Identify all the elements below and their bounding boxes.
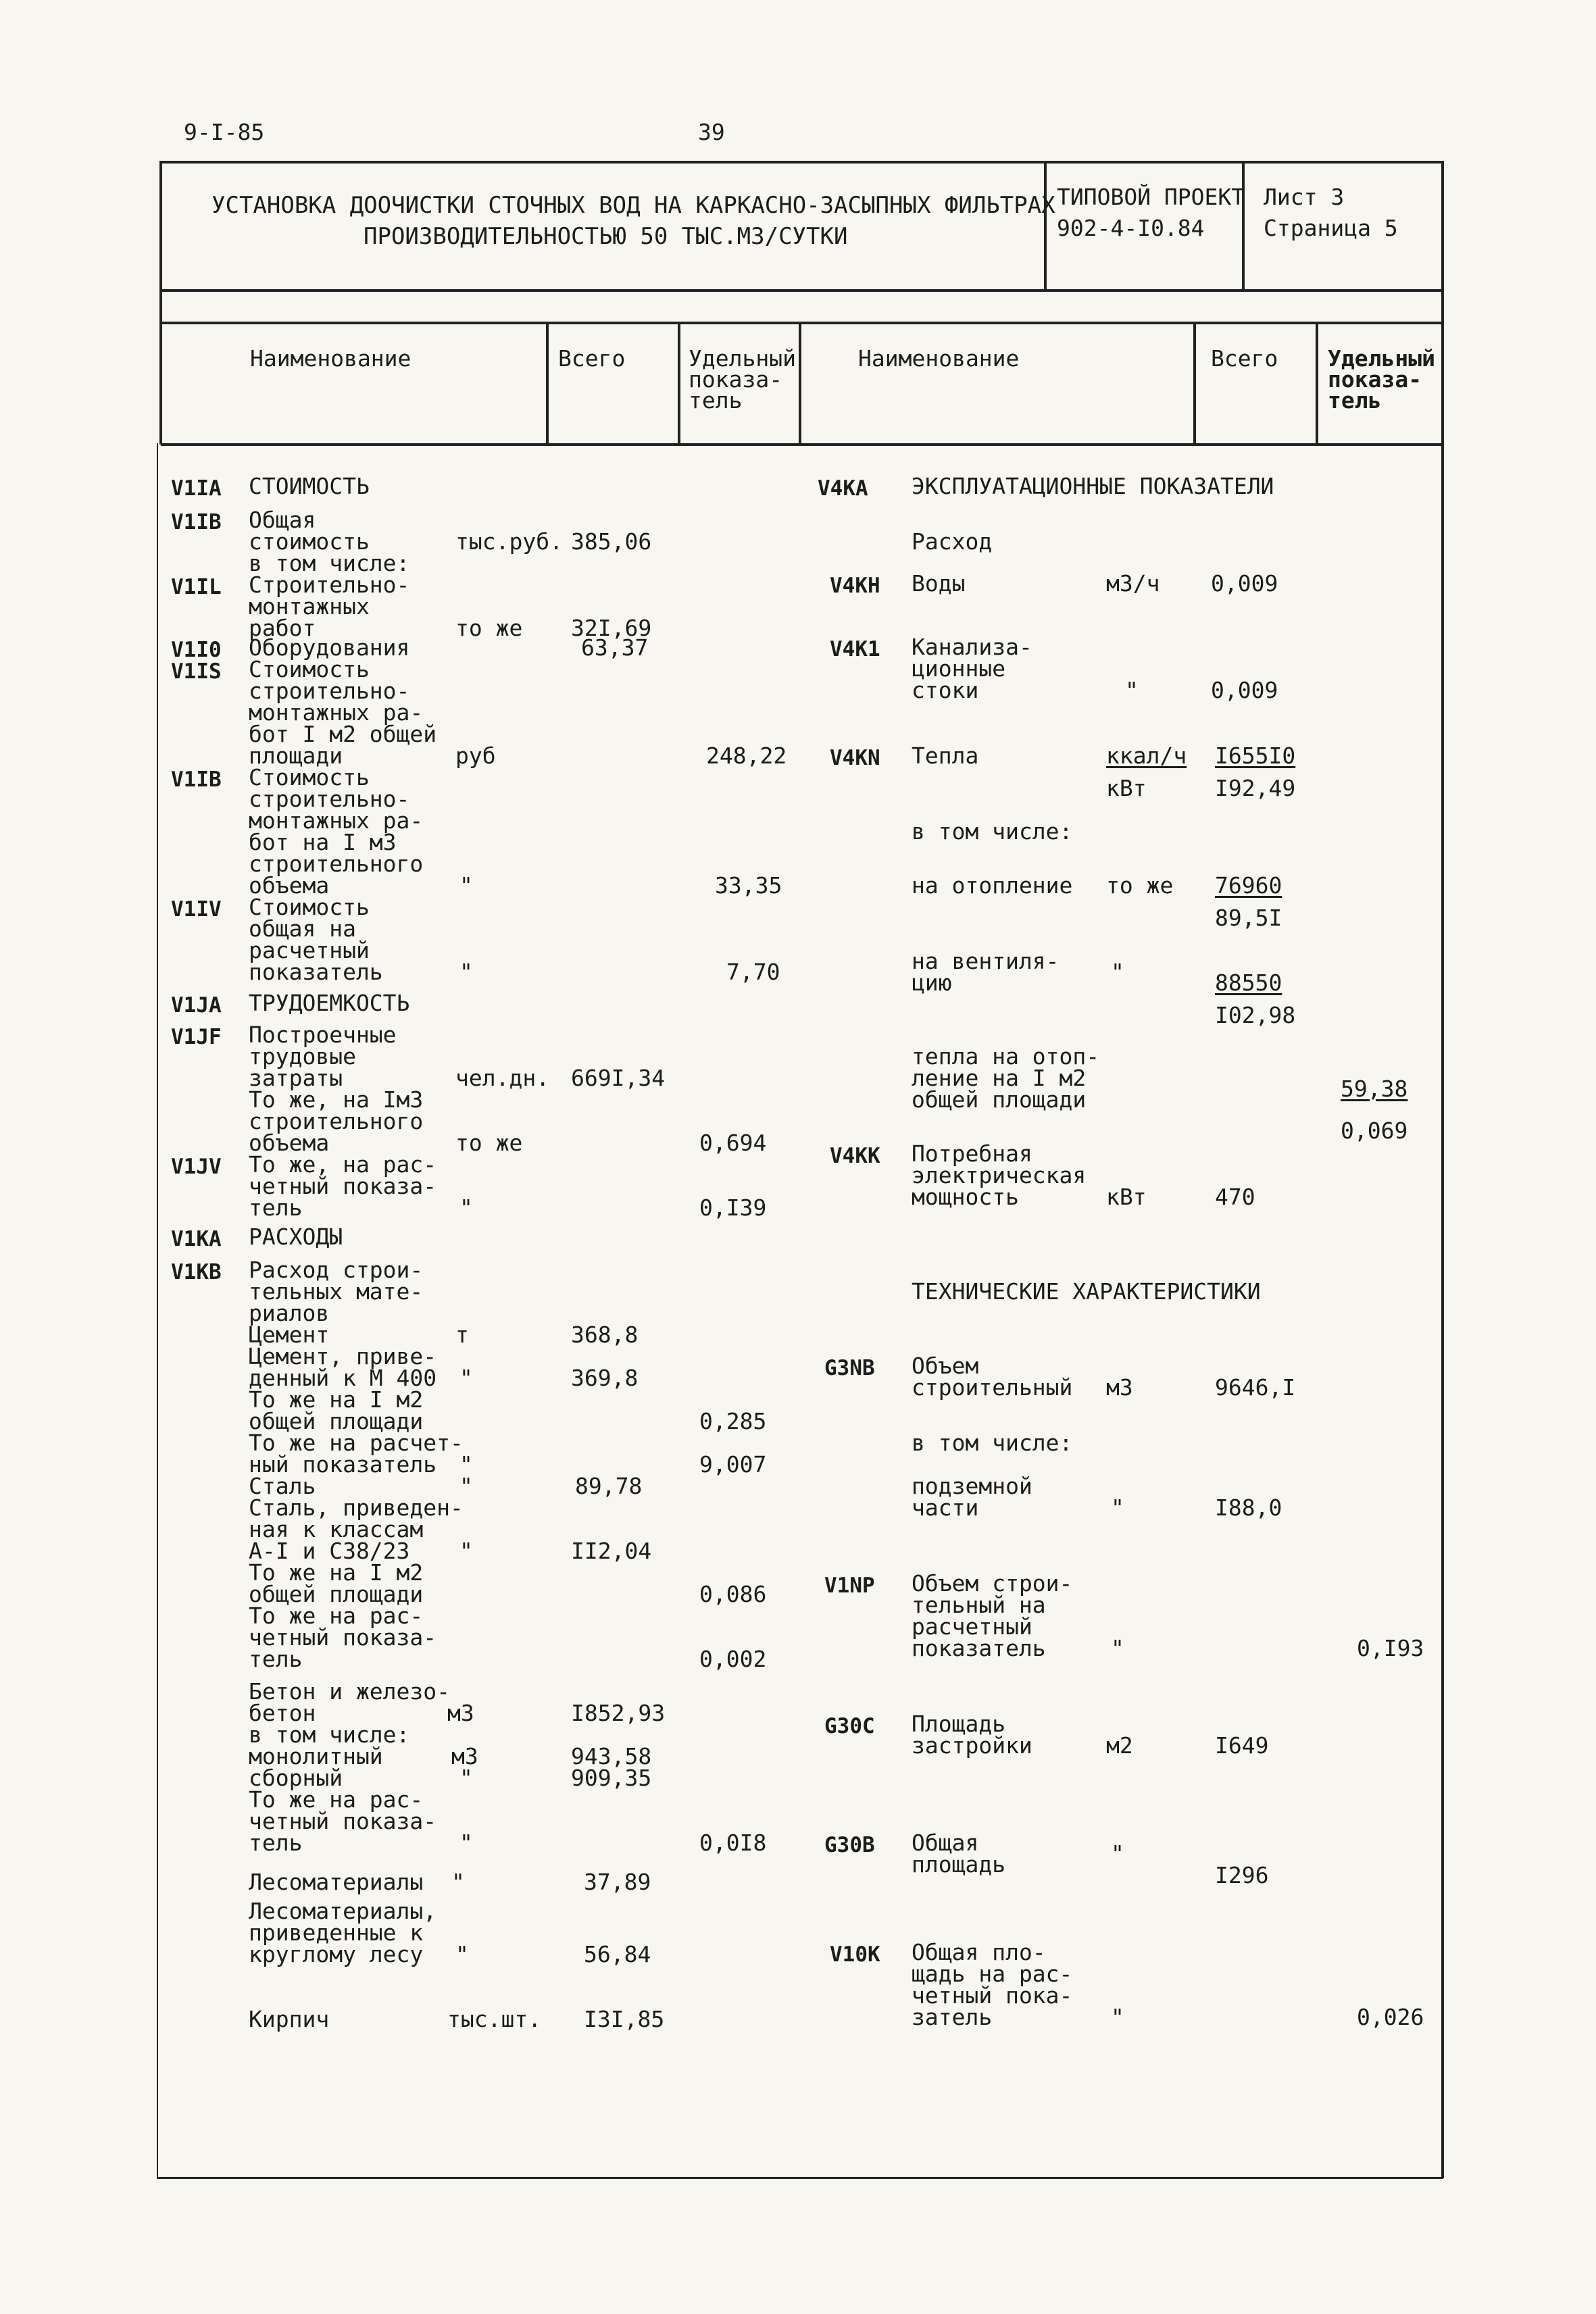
project-number: 902-4-I0.84 <box>1057 215 1205 241</box>
concrete-calc-3: тель <box>249 1830 303 1856</box>
heating-value-kw: 89,5I <box>1215 905 1282 931</box>
water-unit: м3/ч <box>1106 570 1160 597</box>
monolithic: монолитный <box>249 1743 383 1769</box>
brick-unit: тыс.шт. <box>447 2006 542 2032</box>
total-cost-1: Общая <box>249 507 316 533</box>
concrete-calc-1: То же на рас- <box>249 1786 424 1813</box>
construction-1: Строительно- <box>249 572 410 598</box>
precast: сборный <box>249 1765 343 1791</box>
cost-m2-specific: 248,22 <box>706 743 787 769</box>
cement: Цемент <box>249 1322 330 1348</box>
sewage-2: ционные <box>912 655 1006 682</box>
code-v1is: V1IS <box>171 659 222 684</box>
cost-m2-5: площади <box>249 743 343 769</box>
labor-m3-2: строительного <box>249 1108 424 1134</box>
timber-round-value: 56,84 <box>584 1941 651 1967</box>
document-code: 9-I-85 <box>184 119 265 145</box>
underground-1: подземной <box>912 1473 1032 1499</box>
total-cost-incl: в том числе: <box>249 550 410 576</box>
page-label: Страница 5 <box>1264 215 1398 241</box>
equipment: Оборудования <box>249 634 410 661</box>
monolithic-value: 943,58 <box>571 1743 652 1769</box>
heat-m2-3: общей площади <box>912 1086 1087 1113</box>
power-unit: кВт <box>1106 1184 1147 1210</box>
cost-m2-1: Стоимость <box>249 656 370 682</box>
concrete-calc-specific: 0,0I8 <box>699 1830 767 1856</box>
concrete-value: I852,93 <box>571 1700 666 1726</box>
cost-m2-4: бот I м2 общей <box>249 721 437 747</box>
labor-calc-specific: 0,I39 <box>699 1194 767 1221</box>
code-v4k1: V4K1 <box>830 637 880 661</box>
brick: Кирпич <box>249 2006 330 2032</box>
cost-calc-4: показатель <box>249 959 383 985</box>
steel-class-3: А-I и С38/23 <box>249 1538 410 1564</box>
cost-calc-2: общая на <box>249 915 356 942</box>
frame-top <box>161 161 1443 164</box>
code-v1ib: V1IB <box>171 510 222 534</box>
sheet-label: Лист 3 <box>1264 184 1345 210</box>
cement-m2-1: То же на I м2 <box>249 1386 424 1413</box>
section-operational: ЭКСПЛУАТАЦИОННЫЕ ПОКАЗАТЕЛИ <box>912 473 1274 499</box>
cement-m400-1: Цемент, приве- <box>249 1343 437 1369</box>
ventilation-2: цию <box>912 970 952 996</box>
cost-m3-5: строительного <box>249 851 424 877</box>
materials-3: риалов <box>249 1300 330 1326</box>
labor-calc-3: тель <box>249 1194 303 1221</box>
volume-calc-1: Объем строи- <box>912 1570 1073 1596</box>
cement-calc-2: ный показатель <box>249 1451 437 1478</box>
total-area-value: I296 <box>1215 1862 1269 1888</box>
cement-m400-value: 369,8 <box>571 1365 639 1391</box>
ventilation-value-kcal: 88550 <box>1215 970 1282 996</box>
col-specific-left-2: показа- <box>689 366 783 393</box>
timber: Лесоматериалы <box>249 1869 424 1895</box>
volume-2: строительный <box>912 1374 1073 1401</box>
brick-value: I3I,85 <box>584 2006 665 2032</box>
col-divider-4 <box>1193 322 1196 445</box>
steel-calc-specific: 0,002 <box>699 1646 767 1672</box>
heat-m2-2: ление на I м2 <box>912 1065 1087 1091</box>
code-v1np: V1NP <box>824 1574 875 1598</box>
code-v4kn: V4KN <box>830 746 880 770</box>
labor-m3-1: То же, на Iм3 <box>249 1086 424 1113</box>
cost-m3-unit: " <box>459 872 473 899</box>
labor-unit: чел.дн. <box>455 1065 550 1091</box>
cost-calc-3: расчетный <box>249 937 370 963</box>
cement-calc-specific: 9,007 <box>699 1451 767 1478</box>
volume-1: Объем <box>912 1353 979 1379</box>
underground-unit: " <box>1111 1494 1124 1521</box>
heating-value-kcal: 76960 <box>1215 872 1282 899</box>
code-v4kk: V4KK <box>830 1144 880 1168</box>
cost-calc-unit: " <box>459 959 473 985</box>
labor-m3-unit: то же <box>455 1130 523 1156</box>
code-v4ka: V4KA <box>818 476 868 501</box>
heat-m2-1: тепла на отоп- <box>912 1043 1100 1070</box>
precast-value: 909,35 <box>571 1765 652 1791</box>
cost-m3-6: объема <box>249 872 330 899</box>
construction-3: работ <box>249 615 316 641</box>
materials-1: Расход строи- <box>249 1257 424 1283</box>
underground-2: части <box>912 1494 979 1521</box>
labor-calc-1: То же, на рас- <box>249 1151 437 1178</box>
sewage-value: 0,009 <box>1211 677 1278 703</box>
concrete-1: Бетон и железо- <box>249 1678 451 1705</box>
steel-m2-specific: 0,086 <box>699 1581 767 1607</box>
frame-band-bottom <box>161 322 1443 324</box>
col-specific-right-3: тель <box>1328 387 1382 413</box>
footprint-value: I649 <box>1215 1732 1269 1759</box>
area-calc-4: затель <box>912 2004 993 2030</box>
labor-1: Построечные <box>249 1022 397 1048</box>
cement-unit: т <box>455 1322 469 1348</box>
footprint-unit: м2 <box>1106 1732 1133 1759</box>
power-1: Потребная <box>912 1140 1032 1167</box>
cost-calc-1: Стоимость <box>249 894 370 920</box>
title-line-1: УСТАНОВКА ДООЧИСТКИ СТОЧНЫХ ВОД НА КАРКАСНО-ЗАСЫПНЫХ ФИЛЬТРАХ <box>211 192 1055 219</box>
cost-calc-specific: 7,70 <box>726 959 780 985</box>
steel-m2-1: То же на I м2 <box>249 1559 424 1586</box>
water: Воды <box>912 570 966 597</box>
timber-round-1: Лесоматериалы, <box>249 1898 437 1924</box>
total-cost-value: 385,06 <box>571 528 652 555</box>
col-name-left: Наименование <box>250 345 412 372</box>
total-cost-2: стоимость <box>249 528 370 555</box>
sewage-1: Канализа- <box>912 634 1032 660</box>
cement-calc-unit: " <box>459 1451 473 1478</box>
steel-calc-2: четный показа- <box>249 1624 437 1651</box>
total-cost-unit: тыс.руб. <box>455 528 563 555</box>
steel-class-2: ная к классам <box>249 1516 424 1542</box>
area-calc-unit: " <box>1111 2004 1124 2030</box>
section-expenses: РАСХОДЫ <box>249 1224 343 1250</box>
cost-m3-4: бот на I м3 <box>249 829 397 855</box>
consumption: Расход <box>912 528 993 555</box>
col-specific-left-3: тель <box>689 387 743 413</box>
ventilation-unit: " <box>1111 959 1124 985</box>
cement-m2-2: общей площади <box>249 1408 424 1434</box>
ventilation-1: на вентиля- <box>912 948 1059 974</box>
concrete-calc-2: четный показа- <box>249 1808 437 1834</box>
col-specific-right-1: Удельный <box>1328 345 1435 372</box>
footprint-2: застройки <box>912 1732 1032 1759</box>
cost-m3-1: Стоимость <box>249 764 370 790</box>
labor-value: 669I,34 <box>571 1065 666 1091</box>
heat-m2-specific-2: 0,069 <box>1341 1117 1408 1144</box>
section-cost: СТОИМОСТЬ <box>249 473 370 499</box>
code-v1jf: V1JF <box>171 1025 222 1049</box>
cost-m3-2: строительно- <box>249 786 410 812</box>
header-divider-2 <box>1242 161 1245 291</box>
labor-3: затраты <box>249 1065 343 1091</box>
sewage-unit: " <box>1125 677 1139 703</box>
code-v1iv: V1IV <box>171 897 222 922</box>
heat-incl: в том числе: <box>912 818 1073 845</box>
volume-incl: в том числе: <box>912 1430 1073 1456</box>
labor-calc-2: четный показа- <box>249 1173 437 1199</box>
concrete-incl: в том числе: <box>249 1721 410 1748</box>
code-g3nb: G3NB <box>824 1356 875 1380</box>
labor-2: трудовые <box>249 1043 356 1070</box>
section-technical: ТЕХНИЧЕСКИЕ ХАРАКТЕРИСТИКИ <box>912 1278 1261 1305</box>
frame-bottom <box>157 2177 1443 2179</box>
steel-m2-2: общей площади <box>249 1581 424 1607</box>
power-value: 470 <box>1215 1184 1255 1210</box>
construction-unit: то же <box>455 615 523 641</box>
area-calc-3: четный пока- <box>912 1982 1073 2009</box>
footprint-1: Площадь <box>912 1711 1006 1737</box>
timber-unit: " <box>451 1869 465 1895</box>
labor-m3-specific: 0,694 <box>699 1130 767 1156</box>
total-area-2: площадь <box>912 1851 1006 1878</box>
timber-value: 37,89 <box>584 1869 651 1895</box>
page-number: 39 <box>698 119 725 145</box>
col-divider-1 <box>546 322 549 445</box>
concrete-calc-unit: " <box>459 1830 473 1856</box>
col-divider-2 <box>678 322 680 445</box>
total-area-unit: " <box>1111 1840 1124 1867</box>
timber-round-2: приведенные к <box>249 1919 424 1946</box>
sewage-3: стоки <box>912 677 979 703</box>
heat-value-kcal: I655I0 <box>1215 743 1296 769</box>
construction-value: 32I,69 <box>571 615 652 641</box>
monolithic-unit: м3 <box>451 1743 478 1769</box>
frame-right <box>1441 161 1444 2178</box>
area-calc-specific: 0,026 <box>1357 2004 1424 2030</box>
timber-round-unit: " <box>455 1941 469 1967</box>
steel-class-value: II2,04 <box>571 1538 652 1564</box>
labor-calc-unit: " <box>459 1194 473 1221</box>
area-calc-2: щадь на рас- <box>912 1961 1073 1987</box>
code-g30b: G30B <box>824 1833 875 1857</box>
cement-m400-unit: " <box>459 1365 473 1391</box>
cement-calc-1: То же на расчет- <box>249 1430 464 1456</box>
timber-round-3: круглому лесу <box>249 1941 424 1967</box>
heating-unit: то же <box>1106 872 1174 899</box>
cement-m400-2: денный к М 400 <box>249 1365 437 1391</box>
frame-left <box>159 161 162 445</box>
heat-unit-kcal: ккал/ч <box>1106 743 1187 769</box>
equipment-value: 63,37 <box>581 634 649 661</box>
frame-left-lower <box>157 443 158 2178</box>
volume-calc-2: тельный на <box>912 1592 1046 1618</box>
title-line-2: ПРОИЗВОДИТЕЛЬНОСТЬЮ 50 ТЫС.М3/СУТКИ <box>364 223 848 250</box>
code-v1ib-2: V1IB <box>171 768 222 792</box>
volume-calc-3: расчетный <box>912 1613 1032 1640</box>
frame-header-bottom <box>161 289 1443 292</box>
code-v1jv: V1JV <box>171 1155 222 1179</box>
code-v1kb: V1KB <box>171 1260 222 1284</box>
col-specific-left-1: Удельный <box>689 345 796 372</box>
code-v1ka: V1KA <box>171 1227 222 1251</box>
steel-value: 89,78 <box>575 1473 643 1499</box>
water-value: 0,009 <box>1211 570 1278 597</box>
steel: Сталь <box>249 1473 316 1499</box>
header-divider-1 <box>1044 161 1047 291</box>
heat: Тепла <box>912 743 979 769</box>
code-v1ja: V1JA <box>171 993 222 1017</box>
section-labor: ТРУДОЕМКОСТЬ <box>249 990 410 1016</box>
cost-m3-specific: 33,35 <box>715 872 782 899</box>
col-total-right: Всего <box>1211 345 1278 372</box>
cost-m3-3: монтажных ра- <box>249 807 424 834</box>
area-calc-1: Общая пло- <box>912 1939 1046 1965</box>
steel-unit: " <box>459 1473 473 1499</box>
cost-m2-3: монтажных ра- <box>249 699 424 726</box>
volume-calc-specific: 0,I93 <box>1357 1635 1424 1661</box>
code-v4kh: V4KH <box>830 574 880 598</box>
col-divider-5 <box>1316 322 1318 445</box>
cement-value: 368,8 <box>571 1322 639 1348</box>
cost-m2-unit: руб <box>455 743 496 769</box>
project-label: ТИПОВОЙ ПРОЕКТ <box>1057 184 1245 210</box>
steel-class-1: Сталь, приведен- <box>249 1494 464 1521</box>
concrete-unit: м3 <box>447 1700 474 1726</box>
ventilation-value-kw: I02,98 <box>1215 1002 1296 1028</box>
cement-m2-specific: 0,285 <box>699 1408 767 1434</box>
col-total-left: Всего <box>558 345 626 372</box>
code-v10k: V10K <box>830 1942 880 1967</box>
volume-unit: м3 <box>1106 1374 1133 1401</box>
materials-2: тельных мате- <box>249 1278 424 1305</box>
labor-m3-3: объема <box>249 1130 330 1156</box>
power-3: мощность <box>912 1184 1019 1210</box>
code-v1ia: V1IA <box>171 476 222 501</box>
heat-unit-kw: кВт <box>1106 775 1147 801</box>
code-g30c: G30C <box>824 1714 875 1738</box>
underground-value: I88,0 <box>1215 1494 1282 1521</box>
power-2: электрическая <box>912 1162 1087 1188</box>
volume-value: 9646,I <box>1215 1374 1296 1401</box>
volume-calc-4: показатель <box>912 1635 1046 1661</box>
col-name-right: Наименование <box>858 345 1020 372</box>
frame-colhead-bottom <box>161 443 1443 446</box>
col-divider-3 <box>799 322 801 445</box>
heating: на отопление <box>912 872 1073 899</box>
precast-unit: " <box>459 1765 473 1791</box>
total-area-1: Общая <box>912 1830 979 1856</box>
code-v1i0: V1I0 <box>171 638 222 662</box>
code-v1il: V1IL <box>171 575 222 599</box>
steel-calc-3: тель <box>249 1646 303 1672</box>
construction-2: монтажных <box>249 593 370 620</box>
concrete-2: бетон <box>249 1700 316 1726</box>
volume-calc-unit: " <box>1111 1635 1124 1661</box>
steel-calc-1: То же на рас- <box>249 1603 424 1629</box>
cost-m2-2: строительно- <box>249 678 410 704</box>
heat-m2-specific-1: 59,38 <box>1341 1076 1408 1102</box>
heat-value-kw: I92,49 <box>1215 775 1296 801</box>
steel-class-unit: " <box>459 1538 473 1564</box>
col-specific-right-2: показа- <box>1328 366 1422 393</box>
